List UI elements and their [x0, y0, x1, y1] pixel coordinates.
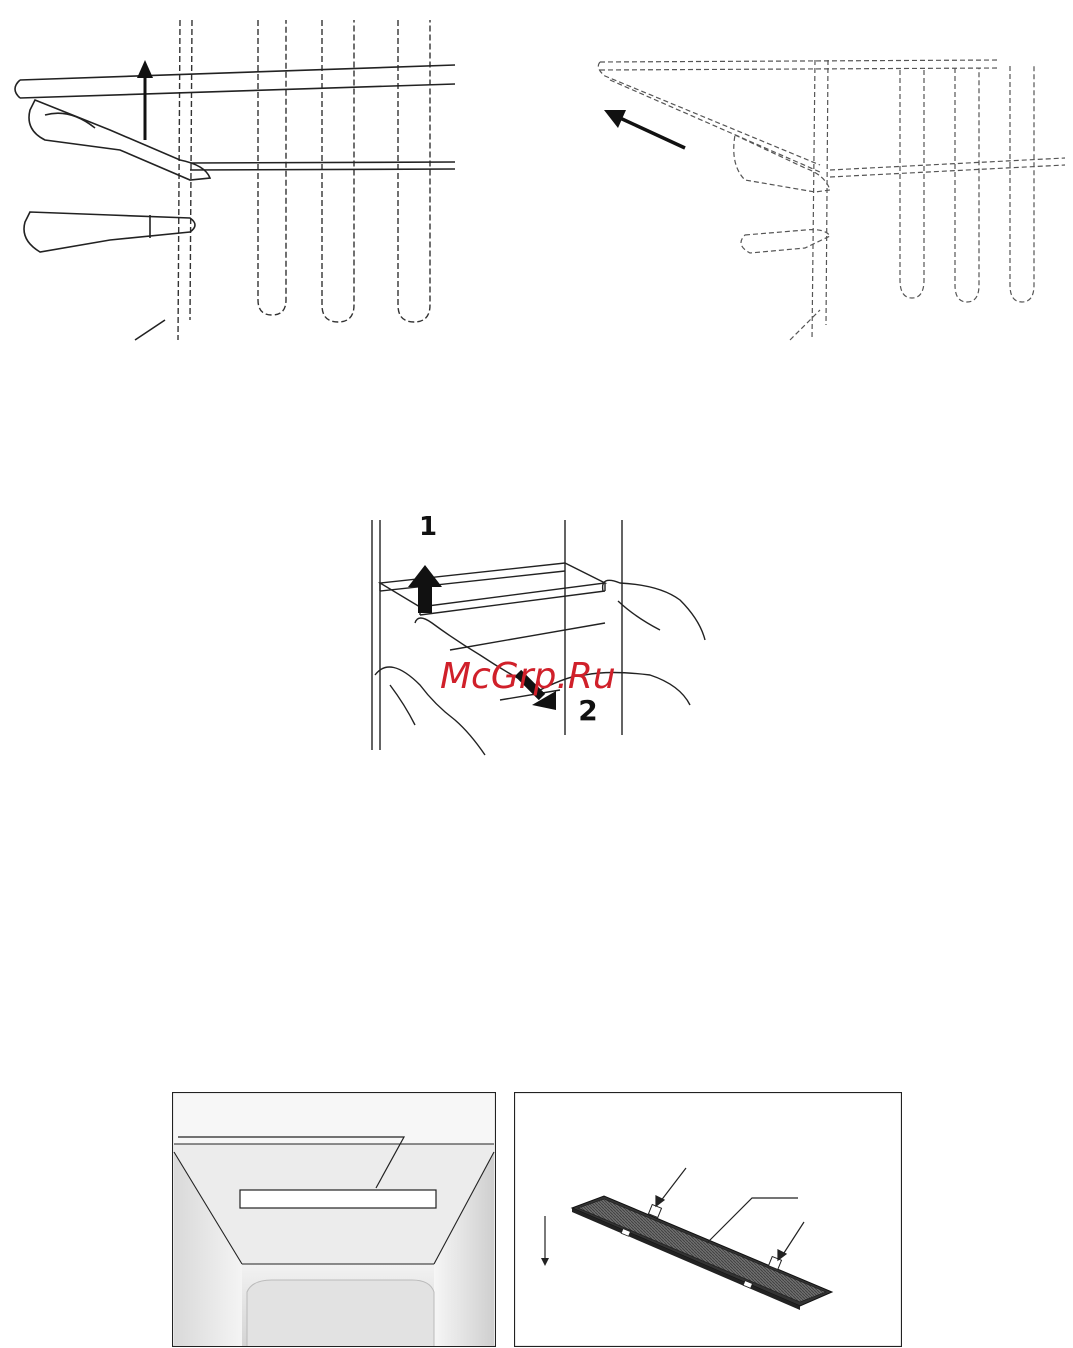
shelf-bracket-pull-illustration — [590, 40, 1065, 345]
arrow-up-step1-icon — [408, 565, 442, 613]
watermark — [440, 650, 660, 700]
lamp-cover — [240, 1190, 436, 1208]
figure-shelf-bracket-pull — [590, 40, 1065, 345]
arrow-pull-icon — [604, 110, 685, 148]
filter-cover-illustration — [514, 1092, 902, 1347]
arrow-up-icon — [137, 60, 153, 140]
figure-glass-shelf-removal — [360, 505, 720, 765]
figure-filter-cover — [514, 1092, 902, 1347]
glass-shelf-removal-illustration — [360, 505, 720, 765]
step-1-label: 1 — [418, 512, 438, 542]
watermark-text: McGrp.Ru — [440, 656, 616, 697]
figure-freezer-lamp-interior — [172, 1092, 496, 1347]
shelf-bracket-lift-illustration — [0, 0, 470, 345]
freezer-lamp-illustration — [172, 1092, 496, 1347]
figure-shelf-bracket-lift — [0, 0, 470, 345]
step-2-label: 2 — [578, 694, 598, 727]
